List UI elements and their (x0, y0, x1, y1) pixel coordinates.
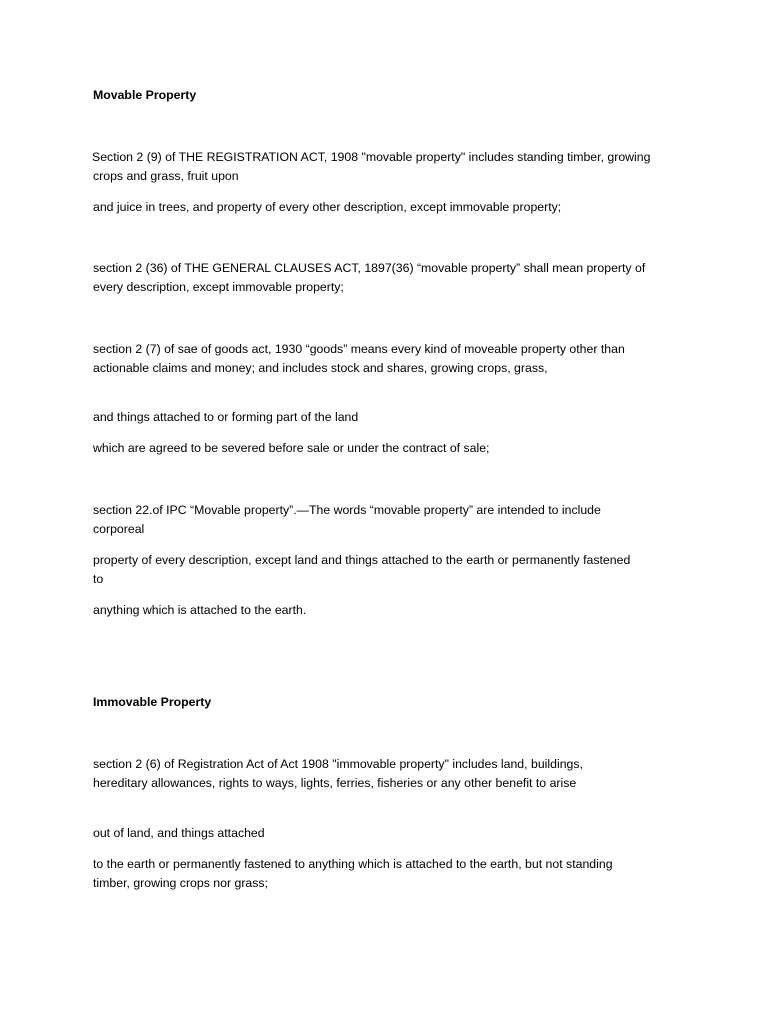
permanently-fastened-line-1: to the earth or permanently fastened to anything which is attached to the earth, but not standing (93, 857, 613, 871)
juice-in-trees-paragraph: and juice in trees, and property of every other description, except immovable property; (93, 200, 562, 214)
movable-property-heading: Movable Property (93, 88, 197, 102)
sale-of-goods-act-line-2: actionable claims and money; and includes stock and shares, growing crops, grass, (93, 361, 548, 375)
registration-act-movable-line-2: crops and grass, fruit upon (93, 169, 239, 183)
general-clauses-act-line-2: every description, except immovable property; (93, 280, 344, 294)
registration-act-movable-line-1: Section 2 (9) of THE REGISTRATION ACT, 1908 "movable property" includes standing timber, growing (92, 150, 651, 164)
things-attached-paragraph: and things attached to or forming part of the land (93, 410, 359, 424)
sale-of-goods-act-line-1: section 2 (7) of sae of goods act, 1930 “goods” means every kind of moveable property other than (93, 342, 625, 356)
property-every-description-line-2: to (93, 572, 104, 586)
out-of-land-paragraph: out of land, and things attached (93, 826, 265, 840)
property-every-description-line-1: property of every description, except land and things attached to the earth or permanently fastened (93, 553, 631, 567)
agreed-to-be-severed-paragraph: which are agreed to be severed before sale or under the contract of sale; (93, 441, 490, 455)
permanently-fastened-line-2: timber, growing crops nor grass; (93, 876, 268, 890)
ipc-section-22-line-1: section 22.of IPC “Movable property”.—The words “movable property” are intended to include (93, 503, 601, 517)
ipc-section-22-line-2: corporeal (93, 522, 145, 536)
registration-act-immovable-line-1: section 2 (6) of Registration Act of Act 1908 "immovable property" includes land, buildings, (93, 757, 583, 771)
registration-act-immovable-line-2: hereditary allowances, rights to ways, lights, ferries, fisheries or any other benefit to arise (93, 776, 577, 790)
general-clauses-act-line-1: section 2 (36) of THE GENERAL CLAUSES ACT, 1897(36) “movable property” shall mean property of (93, 261, 646, 275)
attached-to-earth-paragraph: anything which is attached to the earth. (93, 603, 307, 617)
immovable-property-heading: Immovable Property (93, 695, 212, 709)
